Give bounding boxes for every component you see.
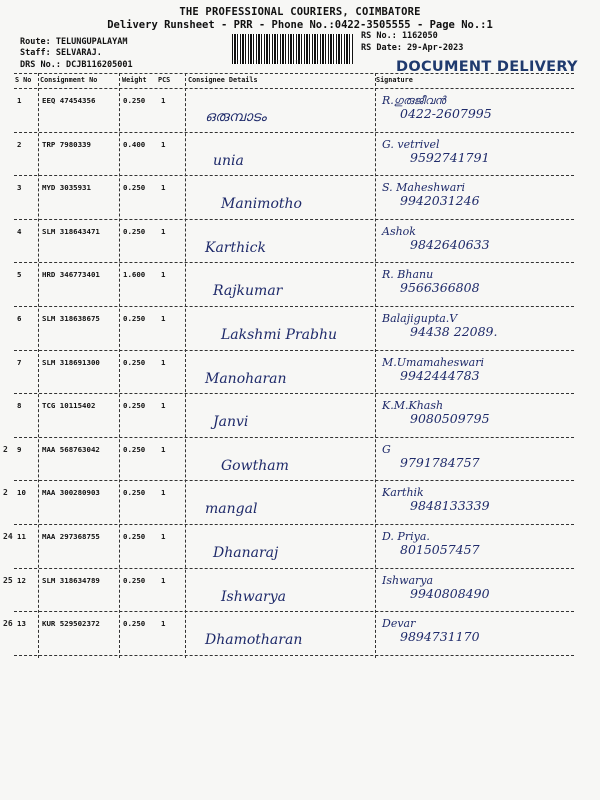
signature: K.M.Khash [382, 399, 444, 413]
row-divider [14, 524, 574, 525]
signature: Karthik [382, 486, 424, 500]
serial-number: 10 [17, 488, 26, 498]
document-delivery-stamp: DOCUMENT DELIVERY [396, 59, 578, 75]
signature: Ishwarya [382, 573, 434, 587]
consignment-number: MYD 3035931 [42, 183, 91, 193]
receiver-phone: 9894731170 [400, 629, 480, 645]
weight-value: 0.250 [123, 357, 146, 367]
col-header-signature: Signature [376, 76, 413, 84]
serial-number: 7 [17, 357, 22, 367]
col-divider [185, 73, 186, 658]
consignment-number: TCG 10115402 [42, 401, 96, 411]
consignment-number: SLM 318691300 [42, 357, 100, 367]
col-header-weight: Weight [122, 76, 147, 84]
weight-value: 0.250 [123, 619, 146, 629]
signature: R.ഗുരുജീവൻ [382, 94, 446, 107]
weight-value: 0.250 [123, 488, 146, 498]
signature: R. Bhanu [382, 268, 434, 282]
pcs-value: 1 [161, 183, 166, 193]
consignee-name: Gowtham [221, 457, 289, 474]
col-divider [375, 73, 376, 658]
serial-number: 13 [17, 619, 26, 629]
weight-value: 0.250 [123, 183, 146, 193]
pcs-value: 1 [161, 96, 166, 105]
header-rule-top [14, 73, 574, 74]
consignment-number: HRD 346773401 [42, 270, 100, 280]
receiver-phone: 9940808490 [410, 585, 490, 601]
receiver-phone: 9842640633 [410, 236, 490, 252]
barcode [232, 34, 353, 64]
pcs-value: 1 [161, 226, 166, 236]
row-divider [14, 611, 574, 612]
weight-value: 1.600 [123, 270, 146, 280]
consignee-name: Dhanaraj [213, 545, 279, 561]
serial-number: 2 [17, 139, 22, 149]
consignment-number: KUR 529502372 [42, 619, 100, 629]
rs-date: RS Date: 29-Apr-2023 [361, 43, 464, 53]
receiver-phone: 8015057457 [400, 542, 480, 557]
pcs-value: 1 [161, 139, 166, 149]
runsheet-subtitle: Delivery Runsheet - PRR - Phone No.:0422-3505555 - Page No.:1 [107, 19, 493, 31]
consignee-name: Manimotho [221, 196, 302, 213]
consignee-name: Manoharan [205, 370, 287, 387]
margin-note: 2 [3, 444, 8, 454]
col-header-consignment: Consignment No [40, 76, 98, 84]
col-header-pcs: PCS [158, 76, 171, 84]
row-divider [14, 306, 574, 307]
col-divider [38, 73, 39, 658]
serial-number: 8 [17, 401, 22, 411]
row-divider [14, 437, 574, 438]
consignment-number: MAA 297368755 [42, 532, 100, 541]
signature: D. Priya. [382, 530, 430, 543]
signature: Devar [382, 617, 416, 631]
weight-value: 0.250 [123, 401, 146, 411]
consignee-name: ഒരുമ്പാടം [205, 109, 267, 125]
receiver-phone: 9791784757 [400, 454, 480, 470]
receiver-phone: 9848133339 [410, 498, 490, 514]
serial-number: 12 [17, 575, 26, 585]
serial-number: 5 [17, 270, 22, 280]
margin-note: 25 [3, 575, 13, 585]
pcs-value: 1 [161, 401, 166, 411]
row-divider [14, 480, 574, 481]
weight-value: 0.250 [123, 314, 146, 323]
row-divider [14, 568, 574, 569]
consignee-name: Lakshmi Prabhu [221, 327, 337, 343]
signature: M.Umamaheswari [382, 355, 484, 369]
consignment-number: SLM 318638675 [42, 314, 100, 323]
signature: Balajigupta.V [382, 312, 458, 325]
header-rule-bottom [14, 88, 574, 89]
weight-value: 0.250 [123, 226, 146, 236]
receiver-phone: 9080509795 [410, 411, 490, 427]
staff-label: Staff: SELVARAJ. [20, 48, 102, 58]
consignee-name: Dhamotharan [205, 632, 303, 649]
serial-number: 1 [17, 96, 22, 105]
serial-number: 3 [17, 183, 22, 193]
serial-number: 6 [17, 314, 22, 323]
receiver-phone: 94438 22089. [410, 324, 498, 339]
row-divider [14, 132, 574, 133]
row-divider [14, 393, 574, 394]
receiver-phone: 0422-2607995 [400, 106, 492, 121]
consignment-number: SLM 318634789 [42, 575, 100, 585]
pcs-value: 1 [161, 444, 166, 454]
pcs-value: 1 [161, 270, 166, 280]
receiver-phone: 9592741791 [410, 149, 490, 165]
consignee-name: mangal [205, 501, 258, 518]
row-divider [14, 655, 574, 656]
weight-value: 0.250 [123, 444, 146, 454]
signature: G. vetrivel [382, 137, 440, 151]
weight-value: 0.250 [123, 575, 146, 585]
pcs-value: 1 [161, 532, 166, 541]
consignment-number: EEQ 47454356 [42, 96, 96, 105]
serial-number: 9 [17, 444, 22, 454]
company-title: THE PROFESSIONAL COURIERS, COIMBATORE [179, 6, 421, 18]
margin-note: 26 [3, 619, 13, 629]
col-divider [119, 73, 120, 658]
consignee-name: Rajkumar [213, 283, 283, 300]
pcs-value: 1 [161, 619, 166, 629]
consignment-number: TRP 7980339 [42, 139, 91, 149]
consignment-number: MAA 300280903 [42, 488, 100, 498]
margin-note: 24 [3, 532, 13, 541]
receiver-phone: 9566366808 [400, 280, 480, 296]
signature: Ashok [382, 224, 416, 238]
route-label: Route: TELUNGUPALAYAM [20, 37, 128, 47]
signature: G [382, 442, 391, 456]
signature: S. Maheshwari [382, 181, 466, 195]
row-divider [14, 350, 574, 351]
drs-number: DRS No.: DCJB116205001 [20, 60, 133, 70]
row-divider [14, 262, 574, 263]
row-divider [14, 219, 574, 220]
col-header-sno: S No [15, 76, 32, 84]
margin-note: 2 [3, 488, 8, 498]
weight-value: 0.400 [123, 139, 146, 149]
serial-number: 11 [17, 532, 26, 541]
pcs-value: 1 [161, 575, 166, 585]
pcs-value: 1 [161, 357, 166, 367]
consignee-name: unia [213, 152, 244, 169]
pcs-value: 1 [161, 488, 166, 498]
receiver-phone: 9942031246 [400, 193, 480, 209]
pcs-value: 1 [161, 314, 166, 323]
consignee-name: Ishwarya [221, 588, 287, 605]
consignee-name: Janvi [213, 414, 249, 431]
consignment-number: MAA 568763042 [42, 444, 100, 454]
weight-value: 0.250 [123, 532, 146, 541]
col-header-consignee: Consignee Details [188, 76, 258, 84]
receiver-phone: 9942444783 [400, 367, 480, 383]
rs-number: RS No.: 1162050 [361, 31, 438, 41]
consignee-name: Karthick [205, 239, 266, 256]
serial-number: 4 [17, 226, 22, 236]
consignment-number: SLM 318643471 [42, 226, 100, 236]
weight-value: 0.250 [123, 96, 146, 105]
row-divider [14, 175, 574, 176]
